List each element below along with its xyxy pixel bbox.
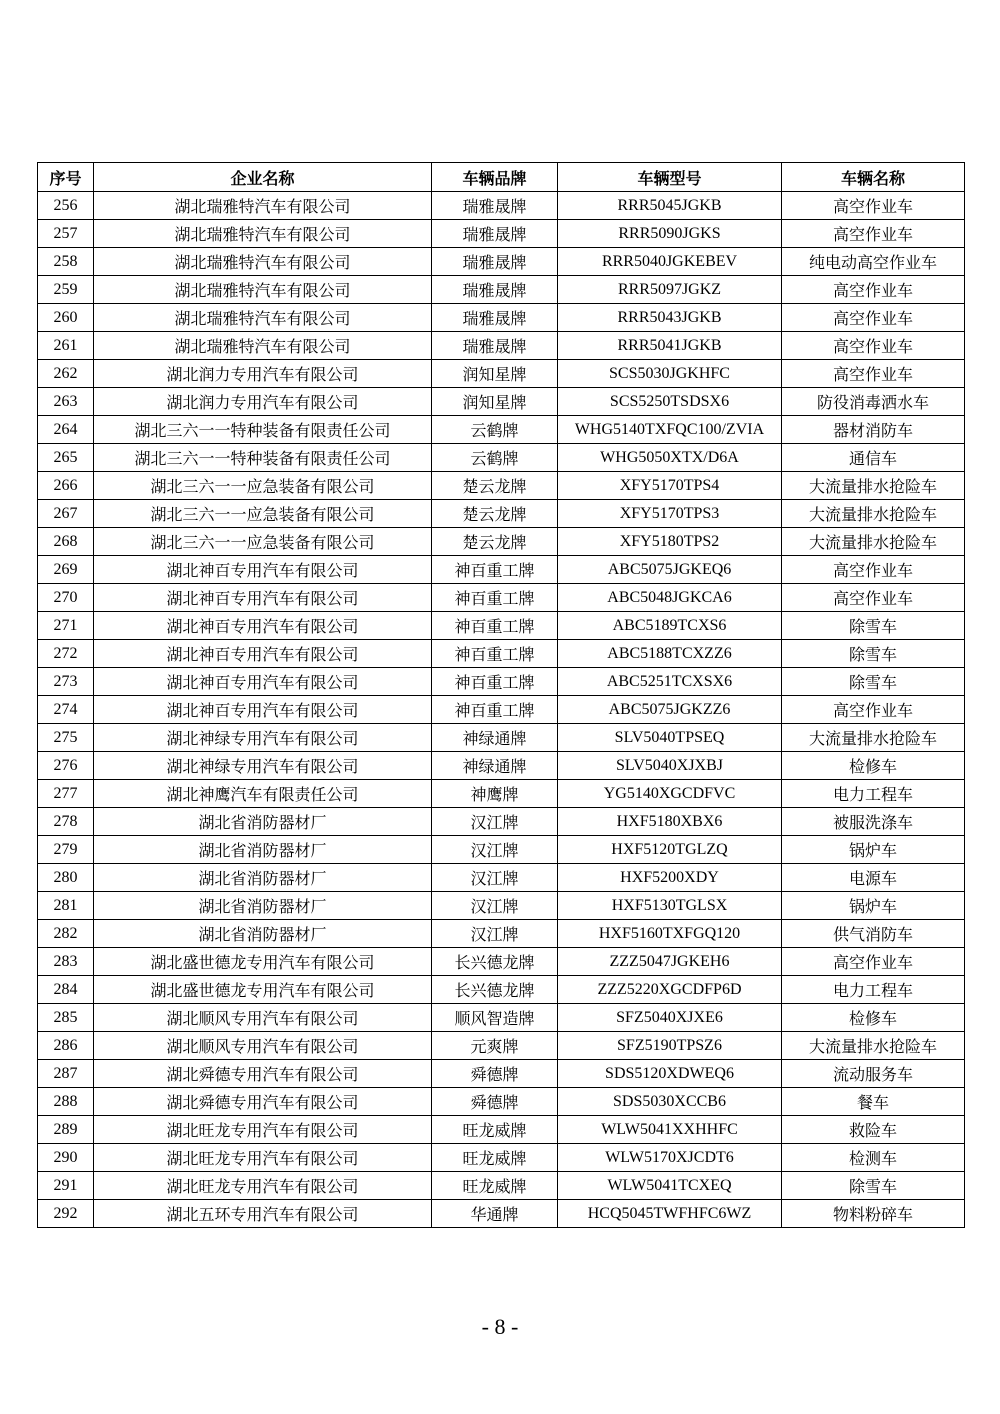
brand-cell: 瑞雅晟牌 <box>432 332 558 360</box>
serial-cell: 289 <box>38 1116 94 1144</box>
brand-cell: 长兴德龙牌 <box>432 948 558 976</box>
company-cell: 湖北神绿专用汽车有限公司 <box>94 724 432 752</box>
table-row <box>38 892 965 920</box>
serial-cell: 291 <box>38 1172 94 1200</box>
header-brand: 车辆品牌 <box>432 163 558 192</box>
serial-cell: 264 <box>38 416 94 444</box>
table-row <box>38 1004 965 1032</box>
model-cell: SCS5250TSDSX6 <box>558 388 782 416</box>
company-cell: 湖北旺龙专用汽车有限公司 <box>94 1172 432 1200</box>
serial-cell: 292 <box>38 1200 94 1228</box>
brand-cell: 瑞雅晟牌 <box>432 248 558 276</box>
table-row <box>38 1200 965 1228</box>
vehicle-name-cell: 电力工程车 <box>782 780 965 808</box>
table-row <box>38 388 965 416</box>
brand-cell: 神百重工牌 <box>432 640 558 668</box>
model-cell: HXF5120TGLZQ <box>558 836 782 864</box>
model-cell: HXF5160TXFGQ120 <box>558 920 782 948</box>
vehicle-name-cell: 高空作业车 <box>782 584 965 612</box>
brand-cell: 神百重工牌 <box>432 612 558 640</box>
vehicle-name-cell: 高空作业车 <box>782 332 965 360</box>
company-cell: 湖北瑞雅特汽车有限公司 <box>94 304 432 332</box>
vehicle-name-cell: 检修车 <box>782 1004 965 1032</box>
brand-cell: 瑞雅晟牌 <box>432 276 558 304</box>
company-cell: 湖北三六一一应急装备有限公司 <box>94 472 432 500</box>
model-cell: RRR5040JGKEBEV <box>558 248 782 276</box>
model-cell: RRR5041JGKB <box>558 332 782 360</box>
model-cell: WLW5041XXHHFC <box>558 1116 782 1144</box>
table-row <box>38 836 965 864</box>
vehicle-name-cell: 大流量排水抢险车 <box>782 500 965 528</box>
table-row <box>38 584 965 612</box>
vehicle-name-cell: 检修车 <box>782 752 965 780</box>
table-row <box>38 864 965 892</box>
serial-cell: 262 <box>38 360 94 388</box>
brand-cell: 舜德牌 <box>432 1060 558 1088</box>
company-cell: 湖北神百专用汽车有限公司 <box>94 612 432 640</box>
brand-cell: 神百重工牌 <box>432 584 558 612</box>
serial-cell: 268 <box>38 528 94 556</box>
brand-cell: 华通牌 <box>432 1200 558 1228</box>
model-cell: RRR5043JGKB <box>558 304 782 332</box>
vehicle-name-cell: 纯电动高空作业车 <box>782 248 965 276</box>
model-cell: SLV5040TPSEQ <box>558 724 782 752</box>
vehicle-name-cell: 物料粉碎车 <box>782 1200 965 1228</box>
serial-cell: 266 <box>38 472 94 500</box>
model-cell: ABC5188TCXZZ6 <box>558 640 782 668</box>
company-cell: 湖北盛世德龙专用汽车有限公司 <box>94 976 432 1004</box>
table-row <box>38 948 965 976</box>
model-cell: XFY5170TPS4 <box>558 472 782 500</box>
company-cell: 湖北瑞雅特汽车有限公司 <box>94 332 432 360</box>
table-row <box>38 976 965 1004</box>
serial-cell: 287 <box>38 1060 94 1088</box>
table-row <box>38 1060 965 1088</box>
serial-cell: 274 <box>38 696 94 724</box>
table-row <box>38 1144 965 1172</box>
vehicle-name-cell: 高空作业车 <box>782 304 965 332</box>
model-cell: HXF5180XBX6 <box>558 808 782 836</box>
company-cell: 湖北神百专用汽车有限公司 <box>94 668 432 696</box>
company-cell: 湖北瑞雅特汽车有限公司 <box>94 248 432 276</box>
brand-cell: 瑞雅晟牌 <box>432 304 558 332</box>
vehicle-name-cell: 锅炉车 <box>782 892 965 920</box>
table-row <box>38 920 965 948</box>
page-number: - 8 - <box>481 1314 519 1339</box>
company-cell: 湖北润力专用汽车有限公司 <box>94 360 432 388</box>
table-row <box>38 808 965 836</box>
brand-cell: 神百重工牌 <box>432 668 558 696</box>
brand-cell: 楚云龙牌 <box>432 500 558 528</box>
vehicle-name-cell: 高空作业车 <box>782 360 965 388</box>
brand-cell: 瑞雅晟牌 <box>432 220 558 248</box>
model-cell: SLV5040XJXBJ <box>558 752 782 780</box>
vehicle-name-cell: 高空作业车 <box>782 556 965 584</box>
table-row <box>38 696 965 724</box>
company-cell: 湖北润力专用汽车有限公司 <box>94 388 432 416</box>
model-cell: ABC5075JGKEQ6 <box>558 556 782 584</box>
serial-cell: 282 <box>38 920 94 948</box>
brand-cell: 润知星牌 <box>432 360 558 388</box>
model-cell: HXF5130TGLSX <box>558 892 782 920</box>
header-serial: 序号 <box>38 163 94 192</box>
table-row <box>38 304 965 332</box>
vehicle-name-cell: 电源车 <box>782 864 965 892</box>
brand-cell: 神绿通牌 <box>432 724 558 752</box>
model-cell: ABC5189TCXS6 <box>558 612 782 640</box>
model-cell: HCQ5045TWFHFC6WZ <box>558 1200 782 1228</box>
table-row <box>38 1032 965 1060</box>
serial-cell: 286 <box>38 1032 94 1060</box>
model-cell: RRR5045JGKB <box>558 192 782 220</box>
serial-cell: 290 <box>38 1144 94 1172</box>
vehicle-name-cell: 高空作业车 <box>782 192 965 220</box>
table-row <box>38 780 965 808</box>
table-row <box>38 1116 965 1144</box>
table-row <box>38 220 965 248</box>
model-cell: RRR5090JGKS <box>558 220 782 248</box>
company-cell: 湖北三六一一应急装备有限公司 <box>94 500 432 528</box>
company-cell: 湖北五环专用汽车有限公司 <box>94 1200 432 1228</box>
vehicle-name-cell: 器材消防车 <box>782 416 965 444</box>
table-row <box>38 724 965 752</box>
model-cell: WLW5041TCXEQ <box>558 1172 782 1200</box>
serial-cell: 273 <box>38 668 94 696</box>
table-body <box>38 192 965 1228</box>
vehicle-list-table <box>37 162 965 1228</box>
brand-cell: 神绿通牌 <box>432 752 558 780</box>
brand-cell: 神鹰牌 <box>432 780 558 808</box>
vehicle-name-cell: 检测车 <box>782 1144 965 1172</box>
vehicle-name-cell: 高空作业车 <box>782 948 965 976</box>
company-cell: 湖北顺风专用汽车有限公司 <box>94 1032 432 1060</box>
serial-cell: 267 <box>38 500 94 528</box>
company-cell: 湖北舜德专用汽车有限公司 <box>94 1088 432 1116</box>
vehicle-name-cell: 除雪车 <box>782 668 965 696</box>
vehicle-name-cell: 被服洗涤车 <box>782 808 965 836</box>
brand-cell: 汉江牌 <box>432 920 558 948</box>
serial-cell: 283 <box>38 948 94 976</box>
company-cell: 湖北神百专用汽车有限公司 <box>94 556 432 584</box>
serial-cell: 256 <box>38 192 94 220</box>
model-cell: ABC5251TCXSX6 <box>558 668 782 696</box>
company-cell: 湖北神绿专用汽车有限公司 <box>94 752 432 780</box>
serial-cell: 271 <box>38 612 94 640</box>
serial-cell: 281 <box>38 892 94 920</box>
company-cell: 湖北舜德专用汽车有限公司 <box>94 1060 432 1088</box>
vehicle-name-cell: 餐车 <box>782 1088 965 1116</box>
table-row <box>38 500 965 528</box>
model-cell: SDS5030XCCB6 <box>558 1088 782 1116</box>
brand-cell: 云鹤牌 <box>432 444 558 472</box>
header-model: 车辆型号 <box>558 163 782 192</box>
table-row <box>38 416 965 444</box>
vehicle-name-cell: 供气消防车 <box>782 920 965 948</box>
serial-cell: 270 <box>38 584 94 612</box>
vehicle-name-cell: 大流量排水抢险车 <box>782 1032 965 1060</box>
company-cell: 湖北三六一一应急装备有限公司 <box>94 528 432 556</box>
brand-cell: 舜德牌 <box>432 1088 558 1116</box>
serial-cell: 285 <box>38 1004 94 1032</box>
company-cell: 湖北省消防器材厂 <box>94 892 432 920</box>
vehicle-name-cell: 除雪车 <box>782 612 965 640</box>
brand-cell: 旺龙威牌 <box>432 1172 558 1200</box>
serial-cell: 263 <box>38 388 94 416</box>
table-row <box>38 276 965 304</box>
brand-cell: 旺龙威牌 <box>432 1144 558 1172</box>
vehicle-name-cell: 通信车 <box>782 444 965 472</box>
model-cell: SDS5120XDWEQ6 <box>558 1060 782 1088</box>
model-cell: SCS5030JGKHFC <box>558 360 782 388</box>
vehicle-name-cell: 除雪车 <box>782 1172 965 1200</box>
company-cell: 湖北顺风专用汽车有限公司 <box>94 1004 432 1032</box>
table-row <box>38 472 965 500</box>
company-cell: 湖北神鹰汽车有限责任公司 <box>94 780 432 808</box>
serial-cell: 278 <box>38 808 94 836</box>
company-cell: 湖北瑞雅特汽车有限公司 <box>94 276 432 304</box>
table-row <box>38 248 965 276</box>
header-company: 企业名称 <box>94 163 432 192</box>
vehicle-name-cell: 高空作业车 <box>782 220 965 248</box>
model-cell: SFZ5190TPSZ6 <box>558 1032 782 1060</box>
vehicle-name-cell: 流动服务车 <box>782 1060 965 1088</box>
brand-cell: 汉江牌 <box>432 836 558 864</box>
vehicle-name-cell: 大流量排水抢险车 <box>782 528 965 556</box>
serial-cell: 272 <box>38 640 94 668</box>
brand-cell: 长兴德龙牌 <box>432 976 558 1004</box>
model-cell: YG5140XGCDFVC <box>558 780 782 808</box>
vehicle-name-cell: 救险车 <box>782 1116 965 1144</box>
serial-cell: 280 <box>38 864 94 892</box>
company-cell: 湖北旺龙专用汽车有限公司 <box>94 1144 432 1172</box>
company-cell: 湖北盛世德龙专用汽车有限公司 <box>94 948 432 976</box>
serial-cell: 288 <box>38 1088 94 1116</box>
model-cell: WLW5170XJCDT6 <box>558 1144 782 1172</box>
vehicle-name-cell: 高空作业车 <box>782 696 965 724</box>
table-row <box>38 444 965 472</box>
company-cell: 湖北神百专用汽车有限公司 <box>94 584 432 612</box>
table-row <box>38 556 965 584</box>
company-cell: 湖北瑞雅特汽车有限公司 <box>94 192 432 220</box>
table-row <box>38 528 965 556</box>
serial-cell: 276 <box>38 752 94 780</box>
model-cell: RRR5097JGKZ <box>558 276 782 304</box>
table-header-row <box>38 163 965 192</box>
table-row <box>38 360 965 388</box>
serial-cell: 277 <box>38 780 94 808</box>
vehicle-name-cell: 防役消毒洒水车 <box>782 388 965 416</box>
table-row <box>38 640 965 668</box>
brand-cell: 楚云龙牌 <box>432 528 558 556</box>
serial-cell: 269 <box>38 556 94 584</box>
vehicle-name-cell: 电力工程车 <box>782 976 965 1004</box>
table-row <box>38 1172 965 1200</box>
vehicle-name-cell: 锅炉车 <box>782 836 965 864</box>
table-row <box>38 752 965 780</box>
model-cell: SFZ5040XJXE6 <box>558 1004 782 1032</box>
brand-cell: 神百重工牌 <box>432 556 558 584</box>
brand-cell: 汉江牌 <box>432 808 558 836</box>
model-cell: ABC5048JGKCA6 <box>558 584 782 612</box>
model-cell: ABC5075JGKZZ6 <box>558 696 782 724</box>
brand-cell: 云鹤牌 <box>432 416 558 444</box>
serial-cell: 261 <box>38 332 94 360</box>
brand-cell: 元爽牌 <box>432 1032 558 1060</box>
model-cell: XFY5170TPS3 <box>558 500 782 528</box>
model-cell: XFY5180TPS2 <box>558 528 782 556</box>
company-cell: 湖北神百专用汽车有限公司 <box>94 696 432 724</box>
brand-cell: 楚云龙牌 <box>432 472 558 500</box>
model-cell: WHG5050XTX/D6A <box>558 444 782 472</box>
table-row <box>38 332 965 360</box>
table-row <box>38 192 965 220</box>
serial-cell: 265 <box>38 444 94 472</box>
serial-cell: 258 <box>38 248 94 276</box>
serial-cell: 257 <box>38 220 94 248</box>
model-cell: HXF5200XDY <box>558 864 782 892</box>
vehicle-name-cell: 高空作业车 <box>782 276 965 304</box>
model-cell: ZZZ5220XGCDFP6D <box>558 976 782 1004</box>
table-row <box>38 1088 965 1116</box>
company-cell: 湖北神百专用汽车有限公司 <box>94 640 432 668</box>
serial-cell: 275 <box>38 724 94 752</box>
vehicle-name-cell: 大流量排水抢险车 <box>782 724 965 752</box>
company-cell: 湖北省消防器材厂 <box>94 808 432 836</box>
model-cell: ZZZ5047JGKEH6 <box>558 948 782 976</box>
company-cell: 湖北旺龙专用汽车有限公司 <box>94 1116 432 1144</box>
company-cell: 湖北三六一一特种装备有限责任公司 <box>94 416 432 444</box>
brand-cell: 旺龙威牌 <box>432 1116 558 1144</box>
company-cell: 湖北瑞雅特汽车有限公司 <box>94 220 432 248</box>
serial-cell: 260 <box>38 304 94 332</box>
company-cell: 湖北省消防器材厂 <box>94 864 432 892</box>
table-row <box>38 612 965 640</box>
company-cell: 湖北三六一一特种装备有限责任公司 <box>94 444 432 472</box>
serial-cell: 284 <box>38 976 94 1004</box>
brand-cell: 汉江牌 <box>432 892 558 920</box>
header-vehicle-name: 车辆名称 <box>782 163 965 192</box>
brand-cell: 瑞雅晟牌 <box>432 192 558 220</box>
company-cell: 湖北省消防器材厂 <box>94 920 432 948</box>
company-cell: 湖北省消防器材厂 <box>94 836 432 864</box>
model-cell: WHG5140TXFQC100/ZVIA <box>558 416 782 444</box>
brand-cell: 神百重工牌 <box>432 696 558 724</box>
vehicle-name-cell: 除雪车 <box>782 640 965 668</box>
brand-cell: 汉江牌 <box>432 864 558 892</box>
brand-cell: 润知星牌 <box>432 388 558 416</box>
serial-cell: 259 <box>38 276 94 304</box>
table-row <box>38 668 965 696</box>
serial-cell: 279 <box>38 836 94 864</box>
vehicle-name-cell: 大流量排水抢险车 <box>782 472 965 500</box>
brand-cell: 顺风智造牌 <box>432 1004 558 1032</box>
